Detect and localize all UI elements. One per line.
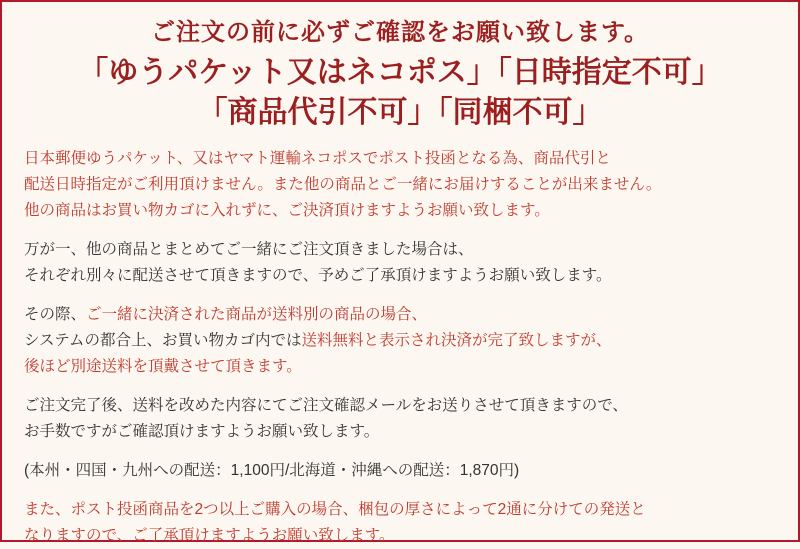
paragraph-segment: ご一緒に決済された商品が送料別の商品の場合、 xyxy=(86,306,428,323)
paragraph-line: 日本郵便ゆうパケット、又はヤマト運輸ネコポスでポスト投函となる為、商品代引と xyxy=(24,150,611,167)
paragraph-line: 配送日時指定がご利用頂けません。また他の商品とご一緒にお届けすることが出来ません。 xyxy=(24,176,662,193)
paragraph-line: お手数ですがご確認頂けますようお願い致します。 xyxy=(24,423,380,440)
paragraph-postage-note xyxy=(24,302,776,380)
paragraph-line: また、ポスト投函商品を2つ以上ご購入の場合、梱包の厚さによって2通に分けての発送と xyxy=(24,501,646,518)
headline-line-1: ご注文の前に必ずご確認をお願い致します。 xyxy=(150,19,650,46)
paragraph-confirmation-mail xyxy=(24,393,776,445)
paragraph-line: それぞれ別々に配送させて頂きますので、予めご了承頂けますようお願い致します。 xyxy=(24,267,612,284)
paragraph-line: 万が一、他の商品とまとめてご一緒にご注文頂きました場合は、 xyxy=(24,241,474,258)
notice-body xyxy=(24,146,776,549)
paragraph-shipping-fees xyxy=(24,458,776,484)
paragraph-segment: 後ほど別途送料を頂戴させて頂きます。 xyxy=(24,358,302,375)
paragraph-segment: システムの都合上、お買い物カゴ内では xyxy=(24,332,302,349)
notice-headline xyxy=(24,12,776,132)
paragraph-line xyxy=(24,302,776,328)
paragraph-segment: その際、 xyxy=(24,306,87,323)
paragraph-line xyxy=(24,328,776,354)
paragraph-line: ご注文完了後、送料を改めた内容にてご注文確認メールをお送りさせて頂きますので、 xyxy=(24,397,628,414)
paragraph-multiple-parcels xyxy=(24,497,776,549)
paragraph-line: 他の商品はお買い物カゴに入れずに、ご決済頂けますようお願い致します。 xyxy=(24,202,550,219)
paragraph-segment: 送料無料と表示され決済が完了致しますが、 xyxy=(301,332,612,349)
paragraph-line: なりますので、ご了承頂けますようお願い致します。 xyxy=(24,527,395,544)
paragraph-line xyxy=(24,354,776,380)
headline-line-3: 「商品代引不可」「同梱不可」 xyxy=(197,96,603,129)
headline-line-2: 「ゆうパケット又はネコポス」「日時指定不可」 xyxy=(78,56,722,89)
paragraph-separate-delivery xyxy=(24,237,776,289)
paragraph-shipping-restriction xyxy=(24,146,776,224)
shipping-fee-line: (本州・四国・九州への配送：1,100円/北海道・沖縄への配送：1,870円) xyxy=(24,462,520,479)
